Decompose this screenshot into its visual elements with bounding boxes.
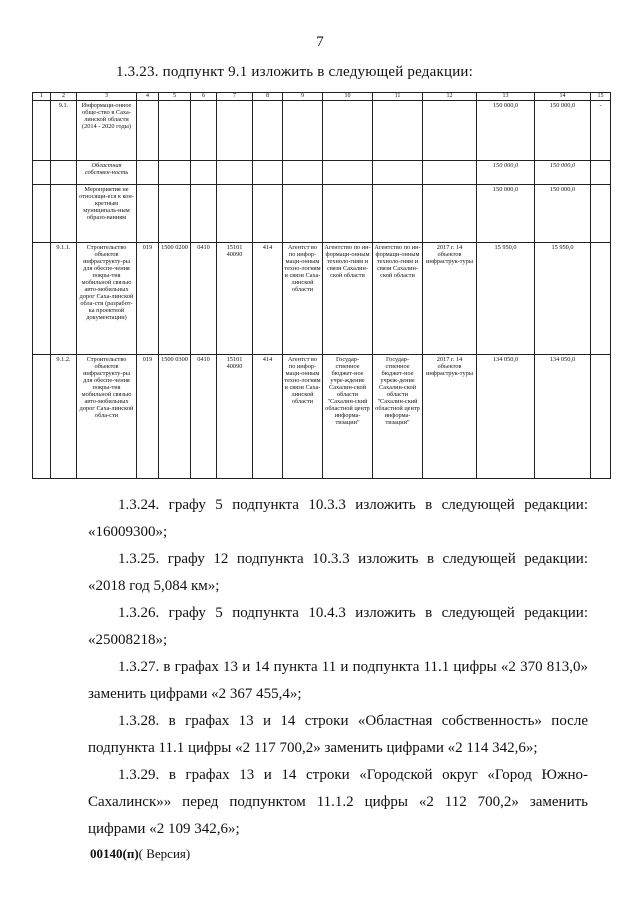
table-cell: 150 000,0: [477, 161, 535, 185]
table-cell: Агентст во по инфор-маци-онным техно-логиям и связи Саха-линской области: [283, 355, 323, 479]
table-cell: 134 050,0: [477, 355, 535, 479]
table-cell: [423, 185, 477, 243]
document-footer: [90, 846, 190, 862]
table-cell: [137, 161, 159, 185]
table-cell: [33, 101, 51, 161]
page-number: 7: [316, 34, 324, 50]
table-cell: [217, 161, 253, 185]
table-cell: 1500 0300: [159, 355, 191, 479]
table-cell: [253, 101, 283, 161]
table-cell: [373, 101, 423, 161]
column-header: 10: [323, 93, 373, 101]
table-cell: [373, 185, 423, 243]
document-code: 00140(п): [90, 846, 139, 861]
amendment-paragraph: 1.3.27. в графах 13 и 14 пункта 11 и подпункта 11.1 цифры «2 370 813,0» заменить цифрами «2 367 455,4»;: [88, 659, 588, 702]
table-cell: 019: [137, 355, 159, 479]
table-cell: 2017 г. 14 объектов инфраструк-туры: [423, 355, 477, 479]
column-header: 13: [477, 93, 535, 101]
table-cell: [423, 161, 477, 185]
table-cell: 15101 40090: [217, 243, 253, 355]
column-header: 14: [535, 93, 591, 101]
table-cell: 9.1.2.: [51, 355, 77, 479]
table-row: [33, 101, 611, 161]
table-cell: [591, 355, 611, 479]
table-cell: Мероприятия не относящи-еся к кон-кретным муниципаль-ным образо-ваниям: [77, 185, 137, 243]
table-cell: [51, 185, 77, 243]
column-header: 12: [423, 93, 477, 101]
table-cell: [253, 161, 283, 185]
column-header: 4: [137, 93, 159, 101]
column-header: 9: [283, 93, 323, 101]
table-row: [33, 355, 611, 479]
table-cell: [191, 185, 217, 243]
table-row: [33, 185, 611, 243]
table-cell: 9.1.1.: [51, 243, 77, 355]
table-cell: 1500 0200: [159, 243, 191, 355]
amendment-paragraph: 1.3.29. в графах 13 и 14 строки «Городской округ «Город Южно-Сахалинск»» перед подпунктом 11.1.2 цифры «2 112 700,2» заменить цифрами «2 109 342,6»;: [88, 767, 588, 837]
table-cell: 150 000,0: [477, 101, 535, 161]
table-cell: Строительство объектов инфраструкту-ры для обеспе-чения покры-тия мобильной связью авто-мобильных дорог Саха-линской обла-сти: [77, 355, 137, 479]
table-cell: 2017 г. 14 объектов инфраструк-туры: [423, 243, 477, 355]
table-cell: [51, 161, 77, 185]
column-header: 5: [159, 93, 191, 101]
table-cell: [283, 161, 323, 185]
document-version: ( Версия): [138, 846, 191, 861]
table-cell: Агентство по ин-формаци-онным техноло-гиям и связи Сахалин-ской области: [323, 243, 373, 355]
table-cell: [323, 161, 373, 185]
table-cell: 15 950,0: [477, 243, 535, 355]
table-cell: 019: [137, 243, 159, 355]
program-table: [32, 92, 611, 479]
amendments-list: [88, 492, 588, 843]
table-cell: [283, 101, 323, 161]
table-cell: [159, 185, 191, 243]
column-header: 3: [77, 93, 137, 101]
column-header: 1: [33, 93, 51, 101]
table-cell: 414: [253, 243, 283, 355]
table-cell: [591, 161, 611, 185]
table-cell: 15 950,0: [535, 243, 591, 355]
table-cell: [33, 161, 51, 185]
table-cell: [373, 161, 423, 185]
table-cell: Областная собствен-ность: [77, 161, 137, 185]
column-header: 11: [373, 93, 423, 101]
table-cell: 0410: [191, 355, 217, 479]
amendment-paragraph: 1.3.26. графу 5 подпункта 10.4.3 изложить в следующей редакции: «25008218»;: [88, 605, 588, 648]
table-cell: -: [591, 101, 611, 161]
table-cell: 150 000,0: [477, 185, 535, 243]
table-cell: [283, 185, 323, 243]
table-cell: [191, 161, 217, 185]
table-cell: 9.1.: [51, 101, 77, 161]
table-cell: [191, 101, 217, 161]
table-cell: [137, 185, 159, 243]
table-cell: [423, 101, 477, 161]
table-cell: [33, 185, 51, 243]
table-cell: 15101 40090: [217, 355, 253, 479]
amendment-paragraph: 1.3.25. графу 12 подпункта 10.3.3 изложить в следующей редакции: «2018 год 5,084 км»;: [88, 551, 588, 594]
table-cell: [159, 101, 191, 161]
table-cell: 150 000,0: [535, 161, 591, 185]
column-header: 2: [51, 93, 77, 101]
intro-paragraph: 1.3.23. подпункт 9.1 изложить в следующей редакции:: [116, 64, 474, 80]
table-cell: [323, 185, 373, 243]
column-header: 8: [253, 93, 283, 101]
table-cell: [159, 161, 191, 185]
table-cell: [591, 185, 611, 243]
table-cell: Агентст во по инфор-маци-онным техно-логиям и связи Саха-линской области: [283, 243, 323, 355]
table-cell: Информаци-онное обще-ство в Саха-линской области (2014 - 2020 годы): [77, 101, 137, 161]
table-cell: 150 000,0: [535, 101, 591, 161]
table-cell: 0410: [191, 243, 217, 355]
table-cell: [591, 243, 611, 355]
column-header: 7: [217, 93, 253, 101]
amendment-paragraph: 1.3.28. в графах 13 и 14 строки «Областная собственность» после подпункта 11.1 цифры «2 117 700,2» заменить цифрами «2 114 342,6»;: [88, 713, 588, 756]
table-cell: Агентство по ин-формаци-онным техноло-гиям и связи Сахалин-ской области: [373, 243, 423, 355]
column-header: 15: [591, 93, 611, 101]
table-header-row: [33, 93, 611, 101]
table-cell: Государ-ственное бюджет-ное учре-ждение Сахалин-ской области "Сахалин-ский областной центр информа-тизации": [323, 355, 373, 479]
table-cell: [323, 101, 373, 161]
table-cell: [253, 185, 283, 243]
table-cell: 414: [253, 355, 283, 479]
table-cell: [33, 355, 51, 479]
table-cell: Строительство объектов инфраструкту-ры для обеспе-чения покры-тия мобильной связью авто-мобильных дорог Саха-линской обла-сти (разработ-ка проектной документации): [77, 243, 137, 355]
table-cell: [217, 185, 253, 243]
table-cell: [33, 243, 51, 355]
table-row: [33, 243, 611, 355]
amendment-paragraph: 1.3.24. графу 5 подпункта 10.3.3 изложить в следующей редакции: «16009300»;: [88, 497, 588, 540]
table-cell: 150 000,0: [535, 185, 591, 243]
table-cell: Государ-ственное бюджет-ное учреж-дение Сахалин-ской области "Сахалин-ский областной центр информа-тизации": [373, 355, 423, 479]
table-cell: [137, 101, 159, 161]
column-header: 6: [191, 93, 217, 101]
table-cell: 134 050,0: [535, 355, 591, 479]
table-row: [33, 161, 611, 185]
table-cell: [217, 101, 253, 161]
